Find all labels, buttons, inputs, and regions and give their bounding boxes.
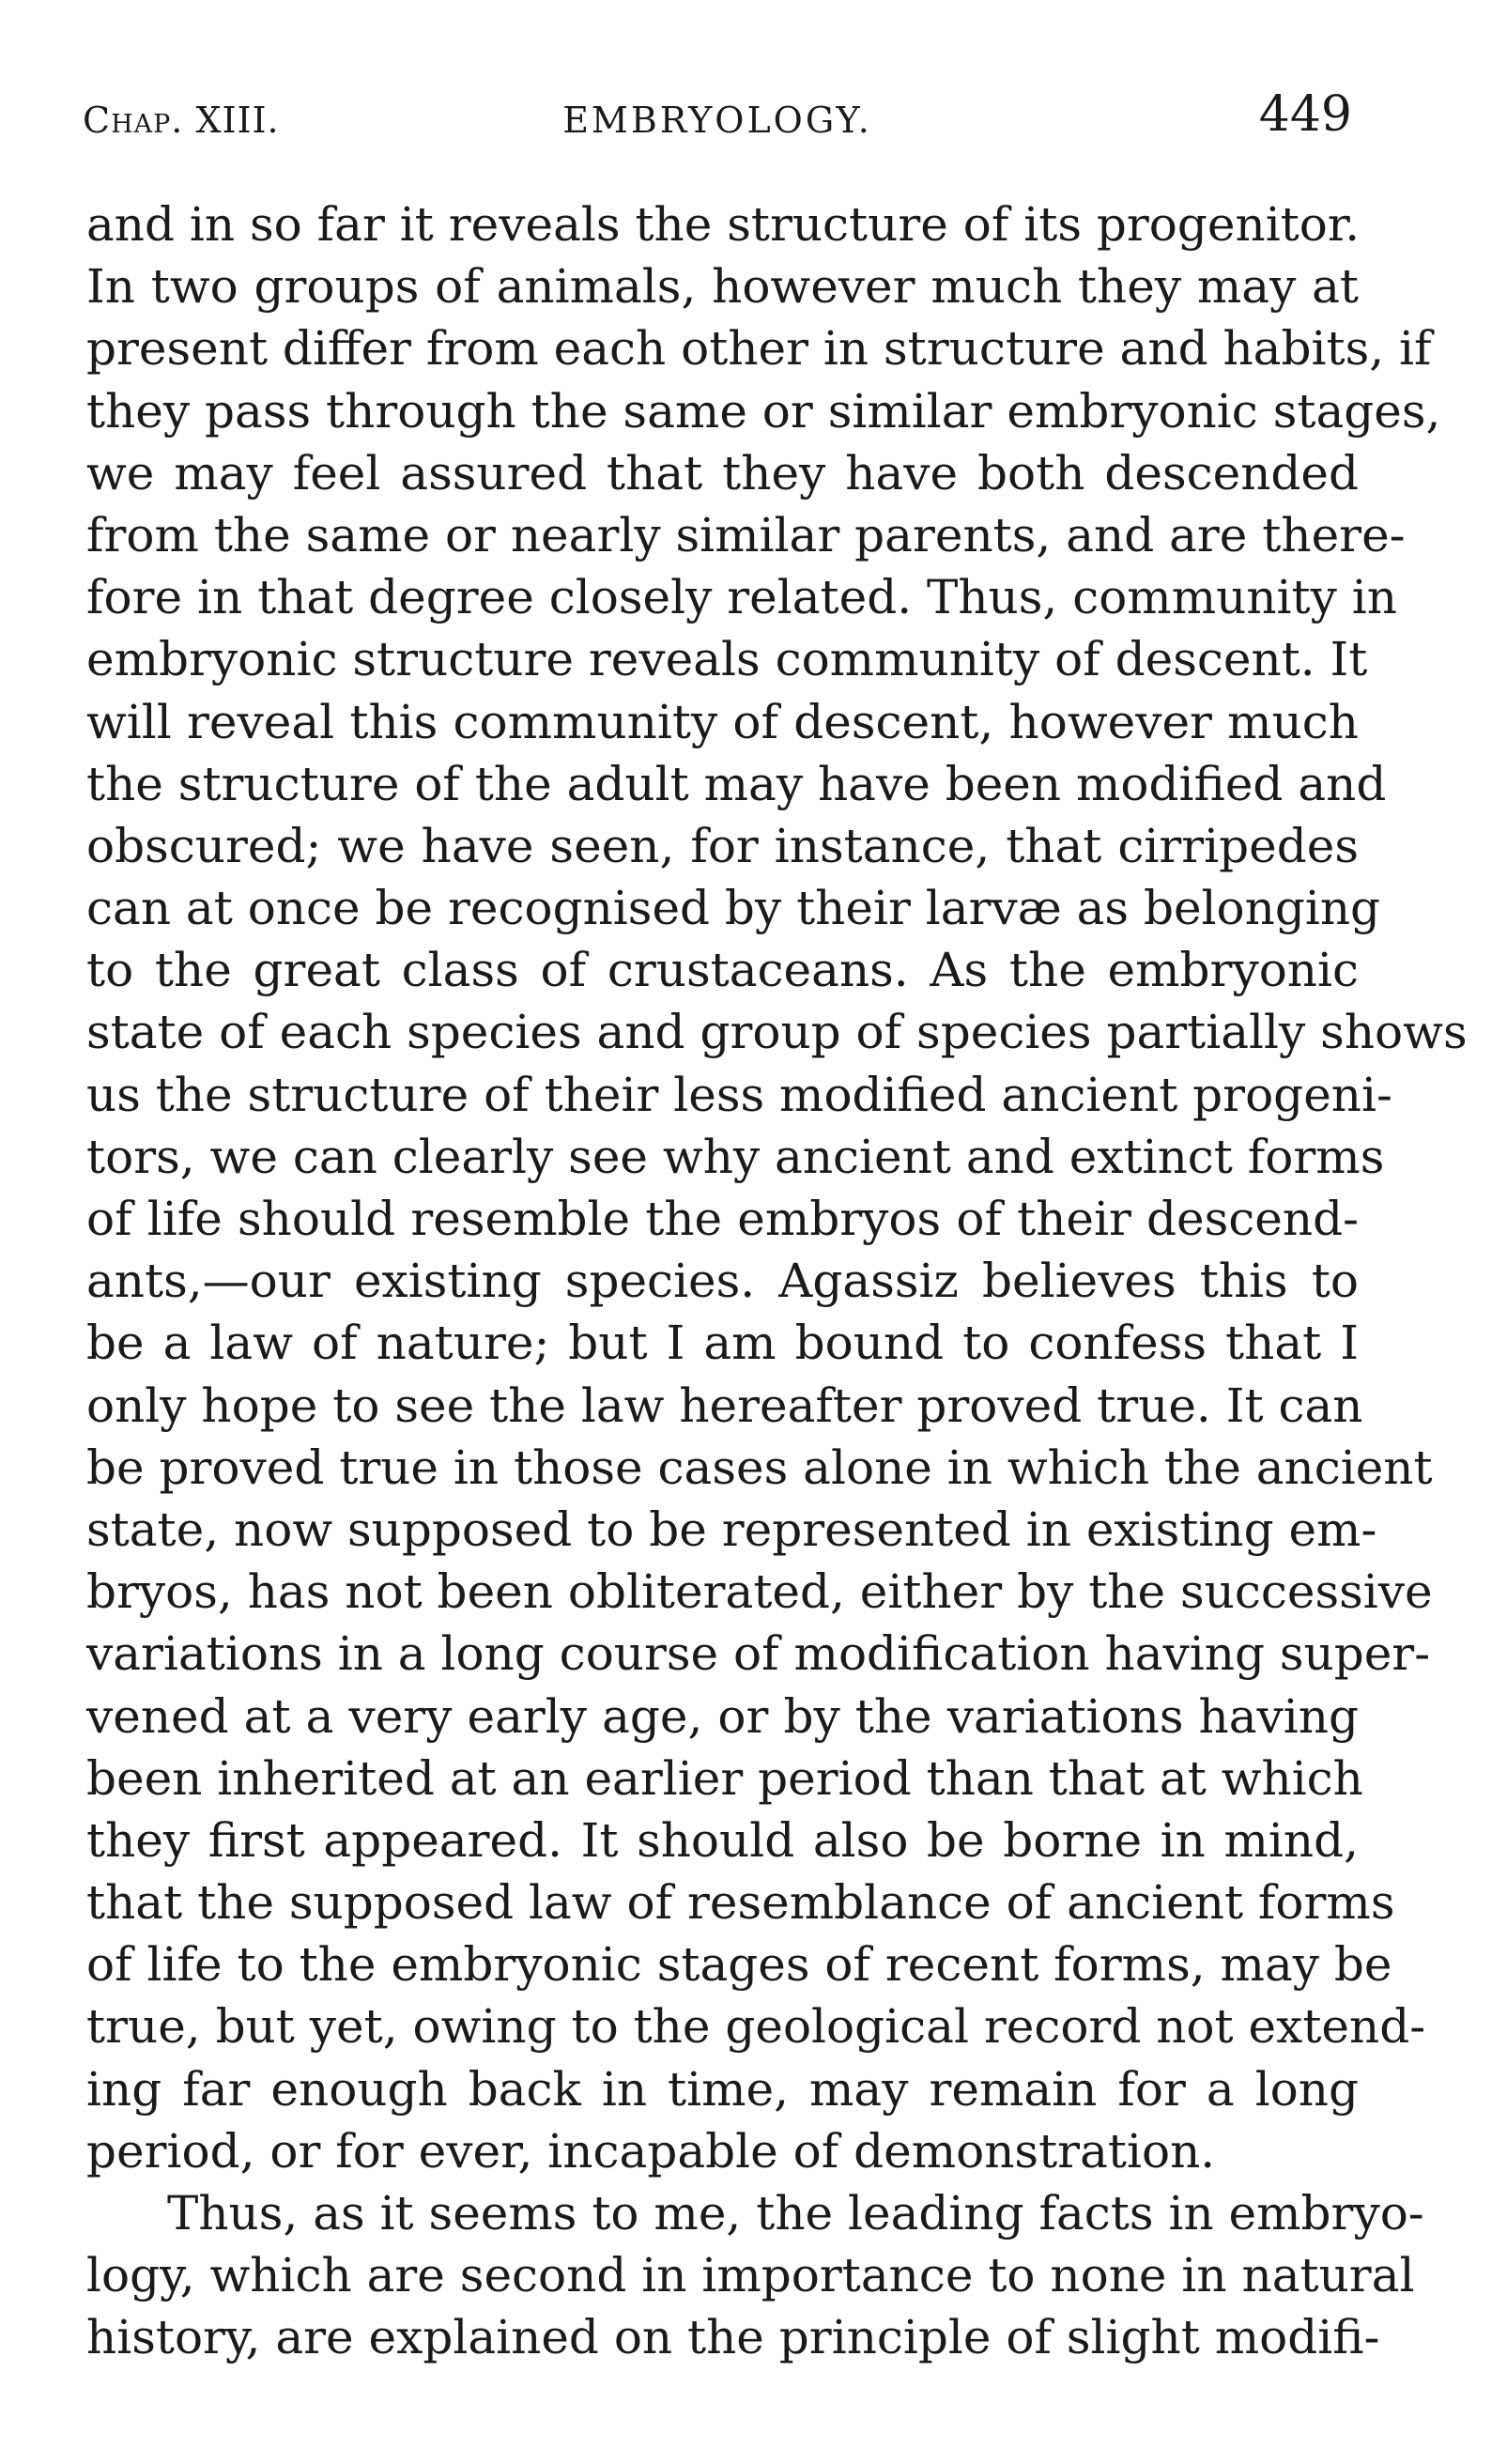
text-line: been inherited at an earlier period than that at which bbox=[86, 1750, 1363, 1806]
text-line: of life to the embryonic stages of recent forms, may be bbox=[86, 1937, 1392, 1993]
text-line: to the great class of crustaceans. As the embryonic bbox=[86, 943, 1359, 998]
text-line: state of each species and group of species partially shows bbox=[86, 1005, 1468, 1060]
text-line: obscured; we have seen, for instance, that cirripedes bbox=[86, 818, 1359, 873]
text-line: they pass through the same or similar embryonic stages, bbox=[86, 383, 1441, 439]
text-line: tors, we can clearly see why ancient and extinct forms bbox=[86, 1129, 1385, 1184]
text-line: In two groups of animals, however much they may at bbox=[86, 259, 1359, 315]
text-line: history, are explained on the principle of slight modifi- bbox=[86, 2310, 1380, 2365]
text-line: bryos, has not been obliterated, either by the successive bbox=[86, 1564, 1433, 1620]
text-line: fore in that degree closely related. Thus, community in bbox=[86, 570, 1397, 625]
text-line: embryonic structure reveals community of descent. It bbox=[86, 632, 1368, 687]
text-line: that the supposed law of resemblance of ancient forms bbox=[86, 1875, 1395, 1931]
running-header bbox=[83, 86, 1352, 152]
text-line: of life should resemble the embryos of their descend- bbox=[86, 1192, 1359, 1246]
text-line: variations in a long course of modification having super- bbox=[86, 1626, 1431, 1682]
text-line: true, but yet, owing to the geological record not extend- bbox=[86, 1999, 1426, 2055]
chapter-label: Chap. XIII. bbox=[83, 100, 280, 141]
text-line: be proved true in those cases alone in which the ancient bbox=[86, 1440, 1433, 1495]
text-line: ants,—our existing species. Agassiz believes this to bbox=[86, 1254, 1359, 1309]
text-line: will reveal this community of descent, however much bbox=[86, 694, 1359, 749]
text-line: us the structure of their less modified ancient progeni- bbox=[86, 1067, 1392, 1122]
text-line: state, now supposed to be represented in existing em- bbox=[86, 1502, 1377, 1557]
text-line: the structure of the adult may have been modified and bbox=[86, 756, 1387, 811]
text-line: present differ from each other in structure and habits, if bbox=[86, 321, 1432, 377]
text-line: only hope to see the law hereafter proved true. It can bbox=[86, 1378, 1363, 1433]
body-text bbox=[86, 193, 1468, 2369]
text-line: we may feel assured that they have both descended bbox=[86, 445, 1359, 500]
text-line: ing far enough back in time, may remain for a long bbox=[86, 2061, 1359, 2117]
paragraph-end-line: period, or for ever, incapable of demonstration. bbox=[86, 2123, 1216, 2179]
text-line: from the same or nearly similar parents, and are there- bbox=[86, 507, 1406, 562]
text-line: and in so far it reveals the structure of its progenitor. bbox=[86, 197, 1361, 252]
text-line: be a law of nature; but I am bound to confess that I bbox=[86, 1316, 1359, 1371]
text-line: logy, which are second in importance to none in natural bbox=[86, 2248, 1415, 2303]
text-line: vened at a very early age, or by the variations having bbox=[86, 1688, 1359, 1744]
page-number: 449 bbox=[1258, 86, 1352, 143]
running-title: EMBRYOLOGY. bbox=[562, 100, 872, 141]
text-line: can at once be recognised by their larvæ as belonging bbox=[86, 881, 1381, 936]
paragraph-start-line: Thus, as it seems to me, the leading facts in embryo- bbox=[167, 2186, 1424, 2241]
text-line: they first appeared. It should also be borne in mind, bbox=[86, 1812, 1359, 1868]
